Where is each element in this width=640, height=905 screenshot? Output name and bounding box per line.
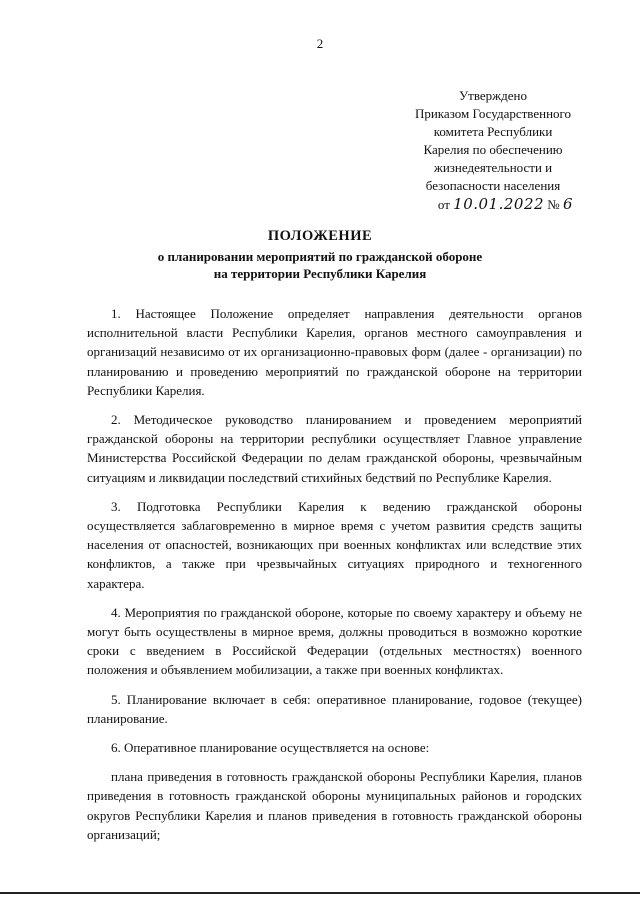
paragraph-3: 3. Подготовка Республики Карелия к ведению гражданской обороны осуществляется заблаговременно в мирное время с учетом развития средств защиты населения от опасностей, возникающих при военных конфликтах или вследствие этих конфликтов, а также при чрезвычайных ситуациях природного и техногенного характера. [87, 498, 582, 591]
approval-line: Карелия по обеспечению [423, 142, 563, 157]
handwritten-number: 6 [562, 195, 573, 213]
page-bottom-edge [0, 892, 640, 894]
paragraph-6: 6. Оперативное планирование осуществляется на основе: [111, 740, 430, 756]
paragraph-6-item: плана приведения в готовность гражданской обороны Республики Карелия, планов приведения в готовность гражданской обороны муниципальных районов и городских округов Республики Карелия и планов приведения в готовность гражданской обороны организаций; [87, 769, 582, 842]
date-prefix: от [437, 197, 450, 212]
approval-line: безопасности населения [425, 178, 561, 193]
approval-line: Приказом Государственного [414, 106, 572, 121]
subtitle-line: на территории Республики Карелия [213, 266, 427, 281]
document-body [87, 304, 582, 854]
handwritten-date: 10.01.2022 [453, 195, 545, 213]
document-subtitle [100, 248, 540, 282]
paragraph-4: 4. Мероприятия по гражданской обороне, которые по своему характеру и объему не могут быть осуществлены в мирное время, должны проводиться в возможно короткие сроки с введением в Российской Федерации (отдельных местностях) военного положения и объявлением мобилизации, а также при военных конфликтах. [87, 604, 582, 678]
approval-stamp-block [393, 87, 593, 214]
subtitle-line: о планировании мероприятий по гражданской обороне [157, 249, 483, 264]
paragraph-5: 5. Планирование включает в себя: оперативное планирование, годовое (текущее) планирование. [87, 691, 582, 726]
paragraph-2: 2. Методическое руководство планированием и проведением мероприятий гражданской обороны на территории республики осуществляет Главное управление Министерства Российской Федерации по делам гражданской обороны, чрезвычайным ситуациям и ликвидации последствий стихийных бедствий по Республике Карелия. [87, 412, 582, 485]
number-prefix: № [547, 197, 560, 212]
paragraph-1: 1. Настоящее Положение определяет направления деятельности органов исполнительной власти Республики Карелия, органов местного самоуправления и организаций независимо от их организационно-правовых форм (далее - организации) по планированию и проведению мероприятий по гражданской обороне на территории Республики Карелия. [87, 306, 582, 398]
approval-line: жизнедеятельности и [433, 160, 553, 175]
approval-date-number-line [393, 195, 593, 214]
approval-line: Утверждено [458, 88, 528, 103]
document-title: ПОЛОЖЕНИЕ [267, 228, 373, 244]
approval-line: комитета Республики [433, 124, 553, 139]
page-number: 2 [316, 36, 324, 51]
